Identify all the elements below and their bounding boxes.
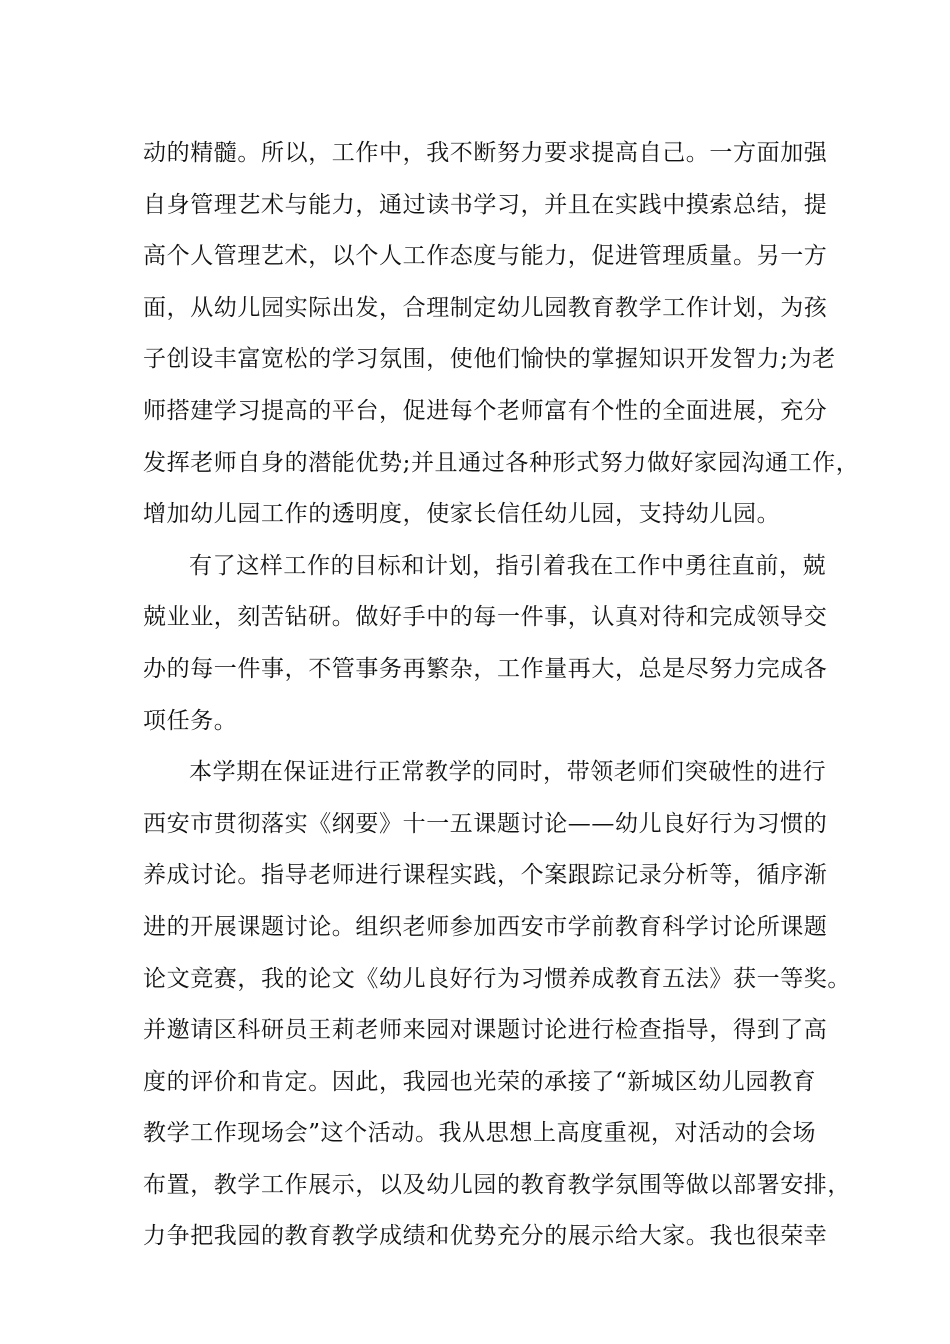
text-line: 进的开展课题讨论。组织老师参加西安市学前教育科学讨论所课题 — [143, 913, 828, 940]
text-line: 布置，教学工作展示，以及幼儿园的教育教学氛围等做以部署安排， — [143, 1171, 851, 1198]
text-line: 发挥老师自身的潜能优势;并且通过各种形式努力做好家园沟通工作， — [143, 449, 860, 476]
text-line: 办的每一件事，不管事务再繁杂，工作量再大，总是尽努力完成各 — [143, 655, 828, 682]
text-line: 教学工作现场会”这个活动。我从思想上高度重视，对活动的会场 — [143, 1120, 817, 1147]
paragraph-start-line: 本学期在保证进行正常教学的同时，带领老师们突破性的进行 — [189, 759, 827, 786]
text-line: 论文竞赛，我的论文《幼儿良好行为习惯养成教育五法》获一等奖。 — [143, 965, 851, 992]
text-line: 增加幼儿园工作的透明度，使家长信任幼儿园，支持幼儿园。 — [143, 501, 781, 528]
body-text — [143, 128, 860, 1263]
text-line: 项任务。 — [143, 707, 238, 734]
text-line: 并邀请区科研员王莉老师来园对课题讨论进行检查指导，得到了高 — [143, 1017, 828, 1044]
text-line: 力争把我园的教育教学成绩和优势充分的展示给大家。我也很荣幸 — [143, 1223, 828, 1250]
text-line: 子创设丰富宽松的学习氛围，使他们愉快的掌握知识开发智力;为老 — [143, 346, 836, 373]
text-line: 养成讨论。指导老师进行课程实践，个案跟踪记录分析等，循序渐 — [143, 862, 828, 889]
text-line: 兢业业，刻苦钻研。做好手中的每一件事，认真对待和完成领导交 — [143, 604, 828, 631]
text-line: 高个人管理艺术，以个人工作态度与能力，促进管理质量。另一方 — [143, 243, 828, 270]
text-line: 动的精髓。所以，工作中，我不断努力要求提高自己。一方面加强 — [143, 140, 828, 166]
text-line: 度的评价和肯定。因此，我园也光荣的承接了“新城区幼儿园教育 — [143, 1068, 817, 1095]
paragraph-start-line: 有了这样工作的目标和计划，指引着我在工作中勇往直前，兢 — [189, 552, 827, 579]
text-line: 自身管理艺术与能力，通过读书学习，并且在实践中摸索总结，提 — [143, 191, 828, 218]
text-line: 面，从幼儿园实际出发，合理制定幼儿园教育教学工作计划，为孩 — [143, 294, 828, 321]
text-line: 西安市贯彻落实《纲要》十一五课题讨论——幼儿良好行为习惯的 — [143, 810, 828, 837]
text-line: 师搭建学习提高的平台，促进每个老师富有个性的全面进展，充分 — [143, 397, 828, 424]
